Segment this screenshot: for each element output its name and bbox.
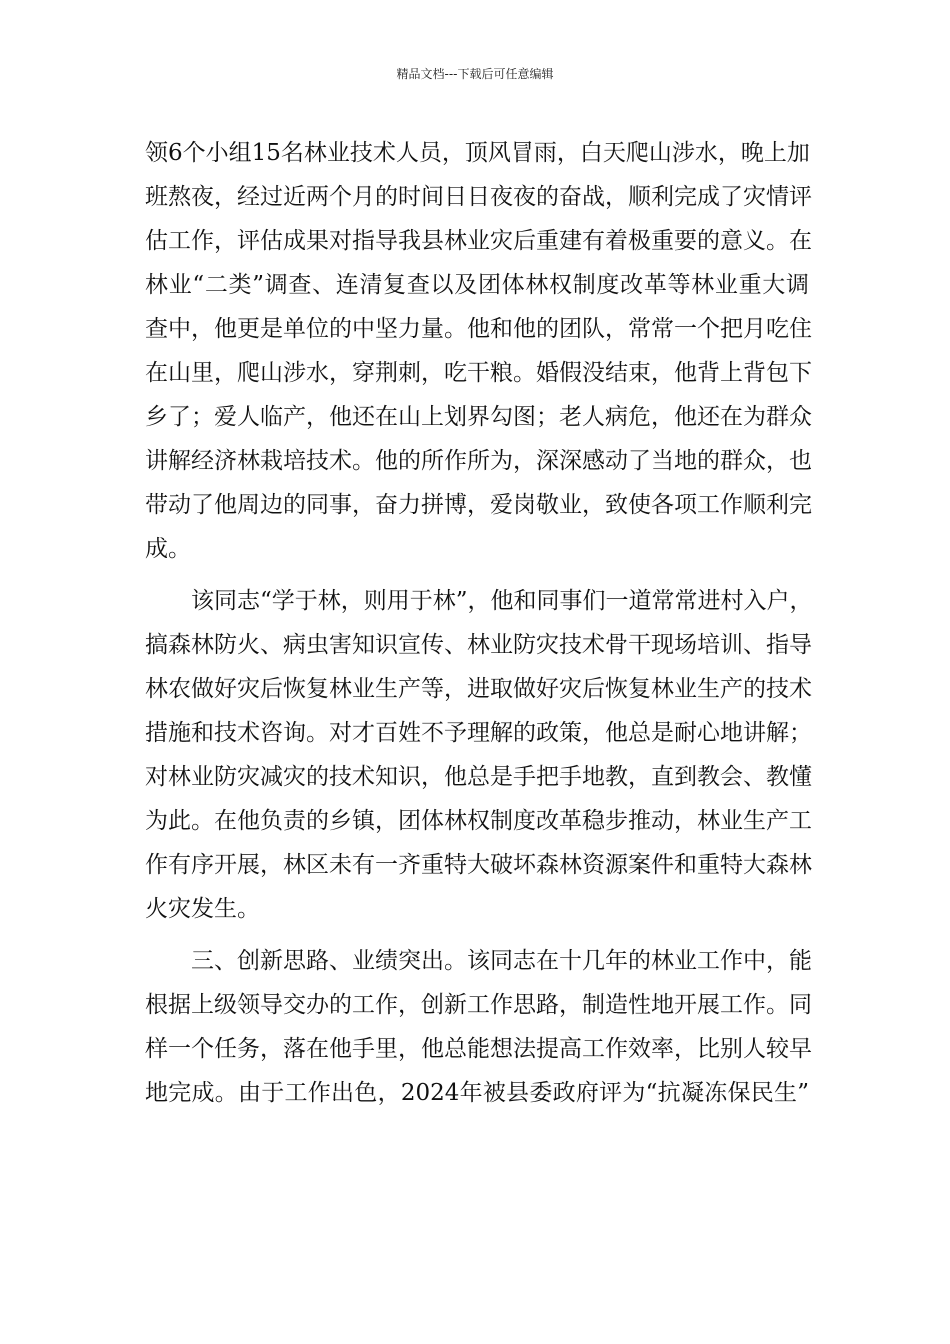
- text-line: 三、创新思路、业绩突出。该同志在十几年的林业工作中，能: [191, 948, 812, 974]
- text-line: 领6个小组15名林业技术人员，顶风冒雨，白天爬山涉水，晚上加: [145, 140, 810, 166]
- text-line: 林农做好灾后恢复林业生产等，进取做好灾后恢复林业生产的技术: [145, 676, 812, 702]
- paragraph-3: [145, 939, 812, 1115]
- text-line: 成。: [145, 536, 191, 562]
- text-line: 班熬夜，经过近两个月的时间日日夜夜的奋战，顺利完成了灾情评: [145, 184, 812, 210]
- paragraph-spacer: [145, 931, 809, 939]
- paragraph-1: [145, 131, 812, 571]
- text-line: 讲解经济林栽培技术。他的所作所为，深深感动了当地的群众，也: [145, 448, 812, 474]
- text-line: 该同志“学于林，则用于林”，他和同事们一道常常进村入户，: [191, 588, 813, 614]
- text-line: 搞森林防火、病虫害知识宣传、林业防灾技术骨干现场培训、指导: [145, 632, 812, 658]
- text-line: 样一个任务，落在他手里，他总能想法提高工作效率，比别人较早: [145, 1036, 812, 1062]
- text-line: 作有序开展，林区未有一齐重特大破坏森林资源案件和重特大森林: [145, 852, 812, 878]
- page-header: 精品文档---下载后可任意编辑: [396, 67, 554, 81]
- text-line: 根据上级领导交办的工作，创新工作思路，制造性地开展工作。同: [145, 992, 812, 1018]
- paragraph-2: [145, 579, 813, 931]
- text-line: 为此。在他负责的乡镇，团体林权制度改革稳步推动，林业生产工: [145, 808, 812, 834]
- text-line: 估工作，评估成果对指导我县林业灾后重建有着极重要的意义。在: [145, 228, 812, 254]
- text-line: 查中，他更是单位的中坚力量。他和他的团队，常常一个把月吃住: [145, 316, 812, 342]
- text-line: 对林业防灾减灾的技术知识，他总是手把手地教，直到教会、教懂: [145, 764, 812, 790]
- text-line: 地完成。由于工作出色，2024年被县委政府评为“抗凝冻保民生”: [145, 1080, 809, 1106]
- text-line: 带动了他周边的同事，奋力拼博，爱岗敬业，致使各项工作顺利完: [145, 492, 812, 518]
- text-line: 在山里，爬山涉水，穿荆刺，吃干粮。婚假没结束，他背上背包下: [145, 360, 812, 386]
- document-body: [145, 131, 813, 1115]
- text-line: 火灾发生。: [145, 896, 260, 922]
- text-line: 乡了；爱人临产，他还在山上划界勾图；老人病危，他还在为群众: [145, 404, 812, 430]
- text-line: 林业“二类”调查、连清复查以及团体林权制度改革等林业重大调: [145, 272, 809, 298]
- paragraph-spacer: [145, 571, 809, 579]
- text-line: 措施和技术咨询。对才百姓不予理解的政策，他总是耐心地讲解；: [145, 720, 812, 746]
